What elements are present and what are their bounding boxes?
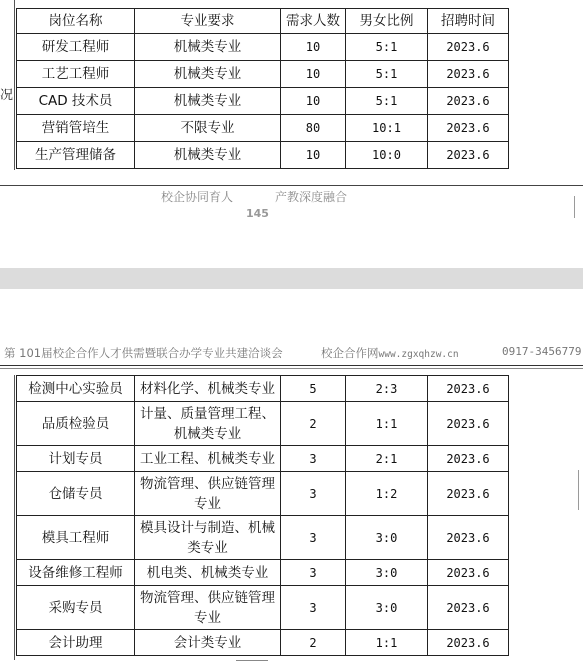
cell-date: 2023.6 bbox=[428, 472, 509, 516]
cell-ratio: 5:1 bbox=[346, 88, 428, 115]
cell-major: 会计类专业 bbox=[135, 630, 281, 656]
page-edge-left-2 bbox=[14, 375, 15, 660]
table-row bbox=[17, 402, 509, 446]
cell-major: 机械类专业 bbox=[135, 88, 281, 115]
cell-major: 工业工程、机械类专业 bbox=[135, 446, 281, 472]
cell-date: 2023.6 bbox=[428, 34, 509, 61]
header-count: 需求人数 bbox=[281, 9, 346, 34]
page-edge-right bbox=[574, 196, 575, 218]
table-row bbox=[17, 34, 509, 61]
cell-date: 2023.6 bbox=[428, 402, 509, 446]
cell-date: 2023.6 bbox=[428, 142, 509, 169]
cell-date: 2023.6 bbox=[428, 516, 509, 560]
cell-major: 机械类专业 bbox=[135, 142, 281, 169]
page-divider-top bbox=[0, 185, 583, 186]
cell-date: 2023.6 bbox=[428, 61, 509, 88]
page-header-phone: 0917-3456779 bbox=[502, 345, 582, 358]
cell-count: 2 bbox=[281, 402, 346, 446]
side-character: 况 bbox=[0, 88, 14, 103]
cell-major: 机械类专业 bbox=[135, 34, 281, 61]
cell-date: 2023.6 bbox=[428, 586, 509, 630]
cell-major: 物流管理、供应链管理专业 bbox=[135, 586, 281, 630]
cell-position: 仓储专员 bbox=[17, 472, 135, 516]
cell-major: 机电类、机械类专业 bbox=[135, 560, 281, 586]
page-header-title: 第 101届校企合作人才供需暨联合办学专业共建洽谈会 bbox=[4, 346, 283, 360]
table-row bbox=[17, 115, 509, 142]
cell-count: 3 bbox=[281, 586, 346, 630]
table-row bbox=[17, 472, 509, 516]
cell-position: 会计助理 bbox=[17, 630, 135, 656]
page-header-site bbox=[321, 345, 459, 361]
cell-count: 10 bbox=[281, 61, 346, 88]
cell-position: 工艺工程师 bbox=[17, 61, 135, 88]
table-row bbox=[17, 376, 509, 402]
cell-count: 3 bbox=[281, 516, 346, 560]
cell-count: 3 bbox=[281, 472, 346, 516]
cell-major: 材料化学、机械类专业 bbox=[135, 376, 281, 402]
cell-position: 计划专员 bbox=[17, 446, 135, 472]
site-label: 校企合作网 bbox=[321, 346, 379, 360]
cell-major: 计量、质量管理工程、机械类专业 bbox=[135, 402, 281, 446]
footer-slogan-right: 产教深度融合 bbox=[275, 190, 348, 204]
table-row bbox=[17, 586, 509, 630]
cell-major: 模具设计与制造、机械类专业 bbox=[135, 516, 281, 560]
cell-count: 80 bbox=[281, 115, 346, 142]
cell-date: 2023.6 bbox=[428, 376, 509, 402]
top-recruitment-table bbox=[16, 8, 509, 169]
cell-ratio: 3:0 bbox=[346, 560, 428, 586]
table-row bbox=[17, 61, 509, 88]
cell-position: 品质检验员 bbox=[17, 402, 135, 446]
cell-count: 2 bbox=[281, 630, 346, 656]
cell-count: 10 bbox=[281, 142, 346, 169]
cell-position: 模具工程师 bbox=[17, 516, 135, 560]
cell-date: 2023.6 bbox=[428, 88, 509, 115]
page-gap bbox=[0, 268, 583, 289]
bottom-tick bbox=[236, 660, 268, 661]
cell-date: 2023.6 bbox=[428, 560, 509, 586]
cell-position: 采购专员 bbox=[17, 586, 135, 630]
cell-major: 物流管理、供应链管理专业 bbox=[135, 472, 281, 516]
cell-ratio: 5:1 bbox=[346, 61, 428, 88]
cell-position: 研发工程师 bbox=[17, 34, 135, 61]
header-major: 专业要求 bbox=[135, 9, 281, 34]
page-number: 145 bbox=[246, 207, 269, 220]
cell-position: 设备维修工程师 bbox=[17, 560, 135, 586]
cell-position: 检测中心实验员 bbox=[17, 376, 135, 402]
cell-date: 2023.6 bbox=[428, 115, 509, 142]
cell-ratio: 1:1 bbox=[346, 402, 428, 446]
cell-ratio: 1:1 bbox=[346, 630, 428, 656]
header-rule-thin bbox=[0, 368, 583, 369]
table-header-row bbox=[17, 9, 509, 34]
cell-position: CAD 技术员 bbox=[17, 88, 135, 115]
table-row bbox=[17, 516, 509, 560]
header-position: 岗位名称 bbox=[17, 9, 135, 34]
cell-ratio: 3:0 bbox=[346, 586, 428, 630]
table-row bbox=[17, 560, 509, 586]
cell-position: 营销管培生 bbox=[17, 115, 135, 142]
cell-count: 3 bbox=[281, 446, 346, 472]
bottom-recruitment-table bbox=[16, 375, 509, 656]
cell-position: 生产管理储备 bbox=[17, 142, 135, 169]
cell-ratio: 2:1 bbox=[346, 446, 428, 472]
cell-count: 10 bbox=[281, 88, 346, 115]
cell-count: 3 bbox=[281, 560, 346, 586]
cell-ratio: 2:3 bbox=[346, 376, 428, 402]
cell-ratio: 10:0 bbox=[346, 142, 428, 169]
cell-ratio: 3:0 bbox=[346, 516, 428, 560]
table-row bbox=[17, 88, 509, 115]
cell-ratio: 1:2 bbox=[346, 472, 428, 516]
cell-count: 10 bbox=[281, 34, 346, 61]
page-edge-left bbox=[14, 0, 15, 170]
header-ratio: 男女比例 bbox=[346, 9, 428, 34]
page-edge-right-2 bbox=[578, 470, 579, 510]
cell-date: 2023.6 bbox=[428, 630, 509, 656]
table-row bbox=[17, 630, 509, 656]
header-date: 招聘时间 bbox=[428, 9, 509, 34]
cell-date: 2023.6 bbox=[428, 446, 509, 472]
cell-ratio: 5:1 bbox=[346, 34, 428, 61]
cell-ratio: 10:1 bbox=[346, 115, 428, 142]
table-row bbox=[17, 446, 509, 472]
cell-major: 机械类专业 bbox=[135, 61, 281, 88]
footer-slogan-left: 校企协同育人 bbox=[161, 190, 234, 204]
cell-major: 不限专业 bbox=[135, 115, 281, 142]
cell-count: 5 bbox=[281, 376, 346, 402]
site-url: www.zgxqhzw.cn bbox=[378, 349, 459, 360]
table-row bbox=[17, 142, 509, 169]
header-rule bbox=[0, 365, 583, 366]
